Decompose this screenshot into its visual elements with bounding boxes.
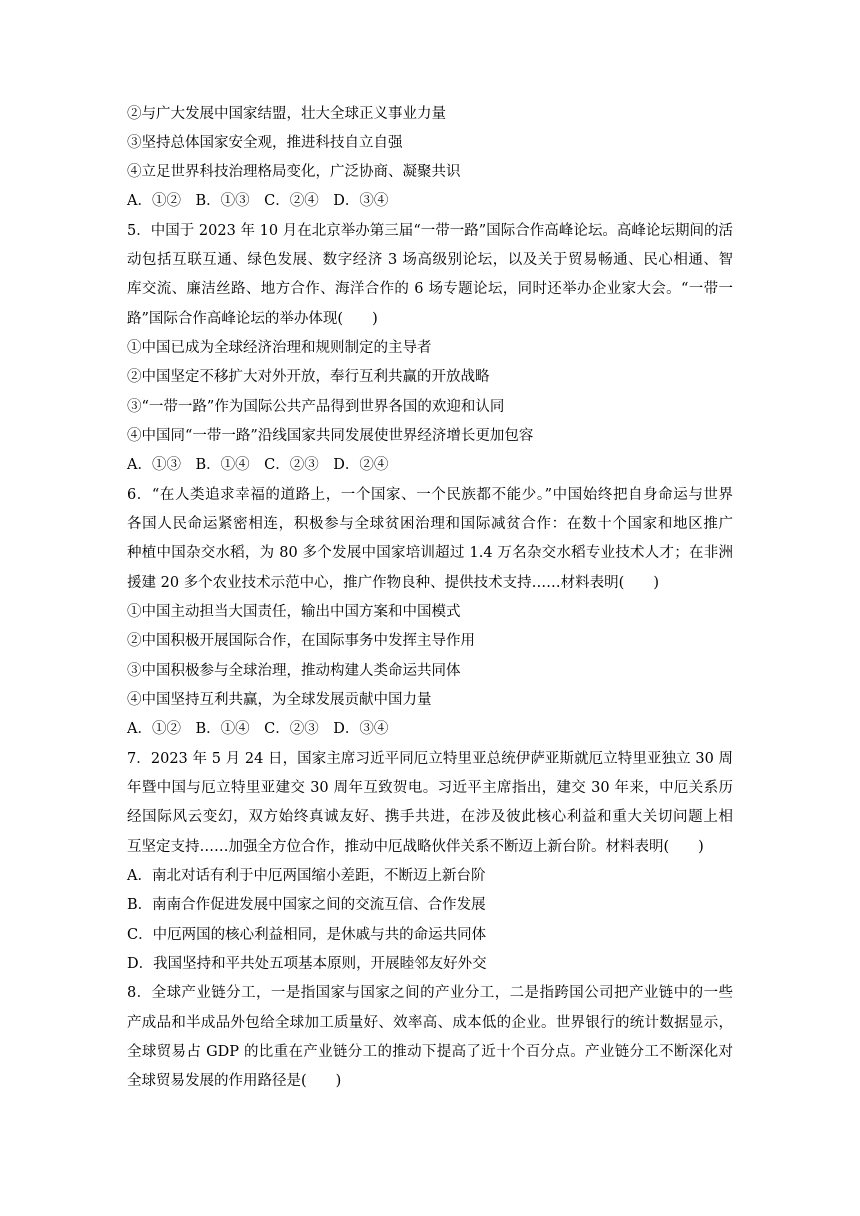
q8-stem-line-4: 全球贸易发展的作用路径是( ): [127, 1073, 342, 1089]
q6-stem-line-2: 各国人民命运紧密相连，积极参与全球贫困治理和国际减贫合作：在数十个国家和地区推广: [127, 516, 733, 532]
q7-option-d: D．我国坚持和平共处五项基本原则，开展睦邻友好外交: [127, 956, 487, 972]
q5-stem-line-3: 库交流、廉洁丝路、地方合作、海洋合作的 6 场专题论坛，同时还举办企业家大会。“一带一: [127, 281, 733, 297]
q7-stem-line-4: 互坚定支持……加强全方位合作，推动中厄战略伙伴关系不断迈上新台阶。材料表明( ): [127, 839, 704, 855]
q6-option-2: ②中国积极开展国际合作，在国际事务中发挥主导作用: [127, 633, 475, 649]
q5-option-3: ③“一带一路”作为国际公共产品得到世界各国的欢迎和认同: [127, 399, 505, 415]
q6-stem-line-4: 援建 20 多个农业技术示范中心，推广作物良种、提供技术支持……材料表明( ): [127, 575, 659, 591]
q5-option-4: ④中国同“一带一路”沿线国家共同发展使世界经济增长更加包容: [127, 428, 534, 444]
q8-stem-line-1: 8．全球产业链分工，一是指国家与国家之间的产业分工，二是指跨国公司把产业链中的一些: [127, 985, 733, 1001]
q4-option-4: ④立足世界科技治理格局变化，广泛协商、凝聚共识: [127, 164, 461, 180]
q8-stem-line-3: 全球贸易占 GDP 的比重在产业链分工的推动下提高了近十个百分点。产业链分工不断深化对: [127, 1044, 733, 1060]
q6-stem-line-1: 6．“在人类追求幸福的道路上，一个国家、一个民族都不能少。”中国始终把自身命运与世界: [127, 487, 733, 503]
q4-option-2: ②与广大发展中国家结盟，壮大全球正义事业力量: [127, 106, 446, 122]
q5-option-1: ①中国已成为全球经济治理和规则制定的主导者: [127, 340, 432, 356]
q7-option-b: B．南南合作促进发展中国家之间的交流互信、合作发展: [127, 897, 486, 913]
q6-choices: A．①② B．①④ C．②③ D．③④: [127, 721, 389, 737]
q7-stem-line-1: 7．2023 年 5 月 24 日，国家主席习近平同厄立特里亚总统伊萨亚斯就厄立特里亚独立 30 周: [127, 751, 733, 767]
q8-stem-line-2: 产成品和半成品外包给全球加工质量好、效率高、成本低的企业。世界银行的统计数据显示，: [127, 1015, 733, 1031]
q7-option-c: C．中厄两国的核心利益相同，是休戚与共的命运共同体: [127, 927, 487, 943]
q5-stem-line-4: 路”国际合作高峰论坛的举办体现( ): [127, 311, 378, 327]
q4-choices: A．①② B．①③ C．②④ D．③④: [127, 193, 389, 209]
q6-stem-line-3: 种植中国杂交水稻，为 80 多个发展中国家培训超过 1.4 万名杂交水稻专业技术人才；在非洲: [127, 545, 733, 561]
q6-option-3: ③中国积极参与全球治理，推动构建人类命运共同体: [127, 663, 461, 679]
q5-stem-line-2: 动包括互联互通、绿色发展、数字经济 3 场高级别论坛，以及关于贸易畅通、民心相通、智: [127, 252, 733, 268]
q6-option-1: ①中国主动担当大国责任，输出中国方案和中国模式: [127, 604, 461, 620]
q5-option-2: ②中国坚定不移扩大对外开放，奉行互利共赢的开放战略: [127, 369, 490, 385]
q4-option-3: ③坚持总体国家安全观，推进科技自立自强: [127, 135, 403, 151]
q5-choices: A．①③ B．①④ C．②③ D．②④: [127, 457, 389, 473]
q7-stem-line-3: 经国际风云变幻，双方始终真诚友好、携手共进，在涉及彼此核心利益和重大关切问题上相: [127, 809, 733, 825]
q7-stem-line-2: 年暨中国与厄立特里亚建交 30 周年互致贺电。习近平主席指出，建交 30 年来，中厄关系历: [127, 780, 733, 796]
q7-option-a: A．南北对话有利于中厄两国缩小差距，不断迈上新台阶: [127, 868, 486, 884]
q5-stem-line-1: 5．中国于 2023 年 10 月在北京举办第三届“一带一路”国际合作高峰论坛。高峰论坛期间的活: [127, 223, 733, 239]
q6-option-4: ④中国坚持互利共赢，为全球发展贡献中国力量: [127, 692, 432, 708]
